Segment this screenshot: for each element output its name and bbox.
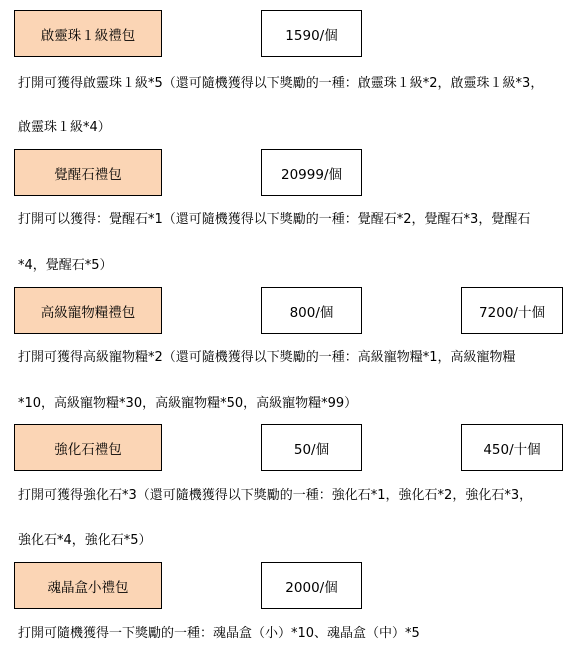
item-name: 魂晶盒小禮包 [47, 579, 129, 596]
item-name-box [14, 287, 162, 334]
item-price: 50/個 [293, 441, 330, 458]
item-price-box [261, 287, 362, 334]
item-price: 2000/個 [285, 579, 338, 596]
item-price-box [261, 562, 362, 609]
item-bulk-price: 450/十個 [483, 441, 541, 458]
item-description-line: 打開可獲得啟靈珠１級*5（還可隨機獲得以下獎勵的一種：啟靈珠１級*2，啟靈珠１級*3， [18, 76, 544, 91]
item-name-box [14, 10, 162, 57]
item-name: 啟靈珠１級禮包 [40, 27, 136, 44]
item-description-line: 打開可以獲得：覺醒石*1（還可隨機獲得以下獎勵的一種：覺醒石*2，覺醒石*3，覺醒石 [18, 212, 531, 227]
item-name-box [14, 562, 162, 609]
item-description-line: 強化石*4，強化石*5） [18, 533, 152, 548]
item-description-line: 打開可獲得高級寵物糧*2（還可隨機獲得以下獎勵的一種：高級寵物糧*1，高級寵物糧 [18, 350, 516, 365]
item-price-box [261, 424, 362, 471]
item-description-line: 啟靈珠１級*4） [18, 120, 111, 135]
item-description-line: 打開可獲得強化石*3（還可隨機獲得以下獎勵的一種：強化石*1，強化石*2，強化石*3， [18, 488, 533, 503]
item-name: 強化石禮包 [54, 441, 122, 458]
item-name-box [14, 424, 162, 471]
item-description-line: *10，高級寵物糧*30，高級寵物糧*50，高級寵物糧*99） [18, 396, 358, 411]
item-name-box [14, 149, 162, 196]
item-price-box [261, 10, 362, 57]
item-bulk-price: 7200/十個 [479, 304, 545, 321]
item-description-line: *4，覺醒石*5） [18, 258, 113, 273]
item-name: 高級寵物糧禮包 [40, 304, 136, 321]
item-price-box [261, 149, 362, 196]
item-price: 800/個 [289, 304, 334, 321]
item-price: 1590/個 [285, 27, 338, 44]
item-name: 覺醒石禮包 [54, 166, 122, 183]
item-price: 20999/個 [281, 166, 342, 183]
item-bulk-price-box [461, 424, 563, 471]
item-bulk-price-box [461, 287, 563, 334]
item-description-line: 打開可隨機獲得一下獎勵的一種：魂晶盒（小）*10、魂晶盒（中）*5 [18, 626, 420, 641]
